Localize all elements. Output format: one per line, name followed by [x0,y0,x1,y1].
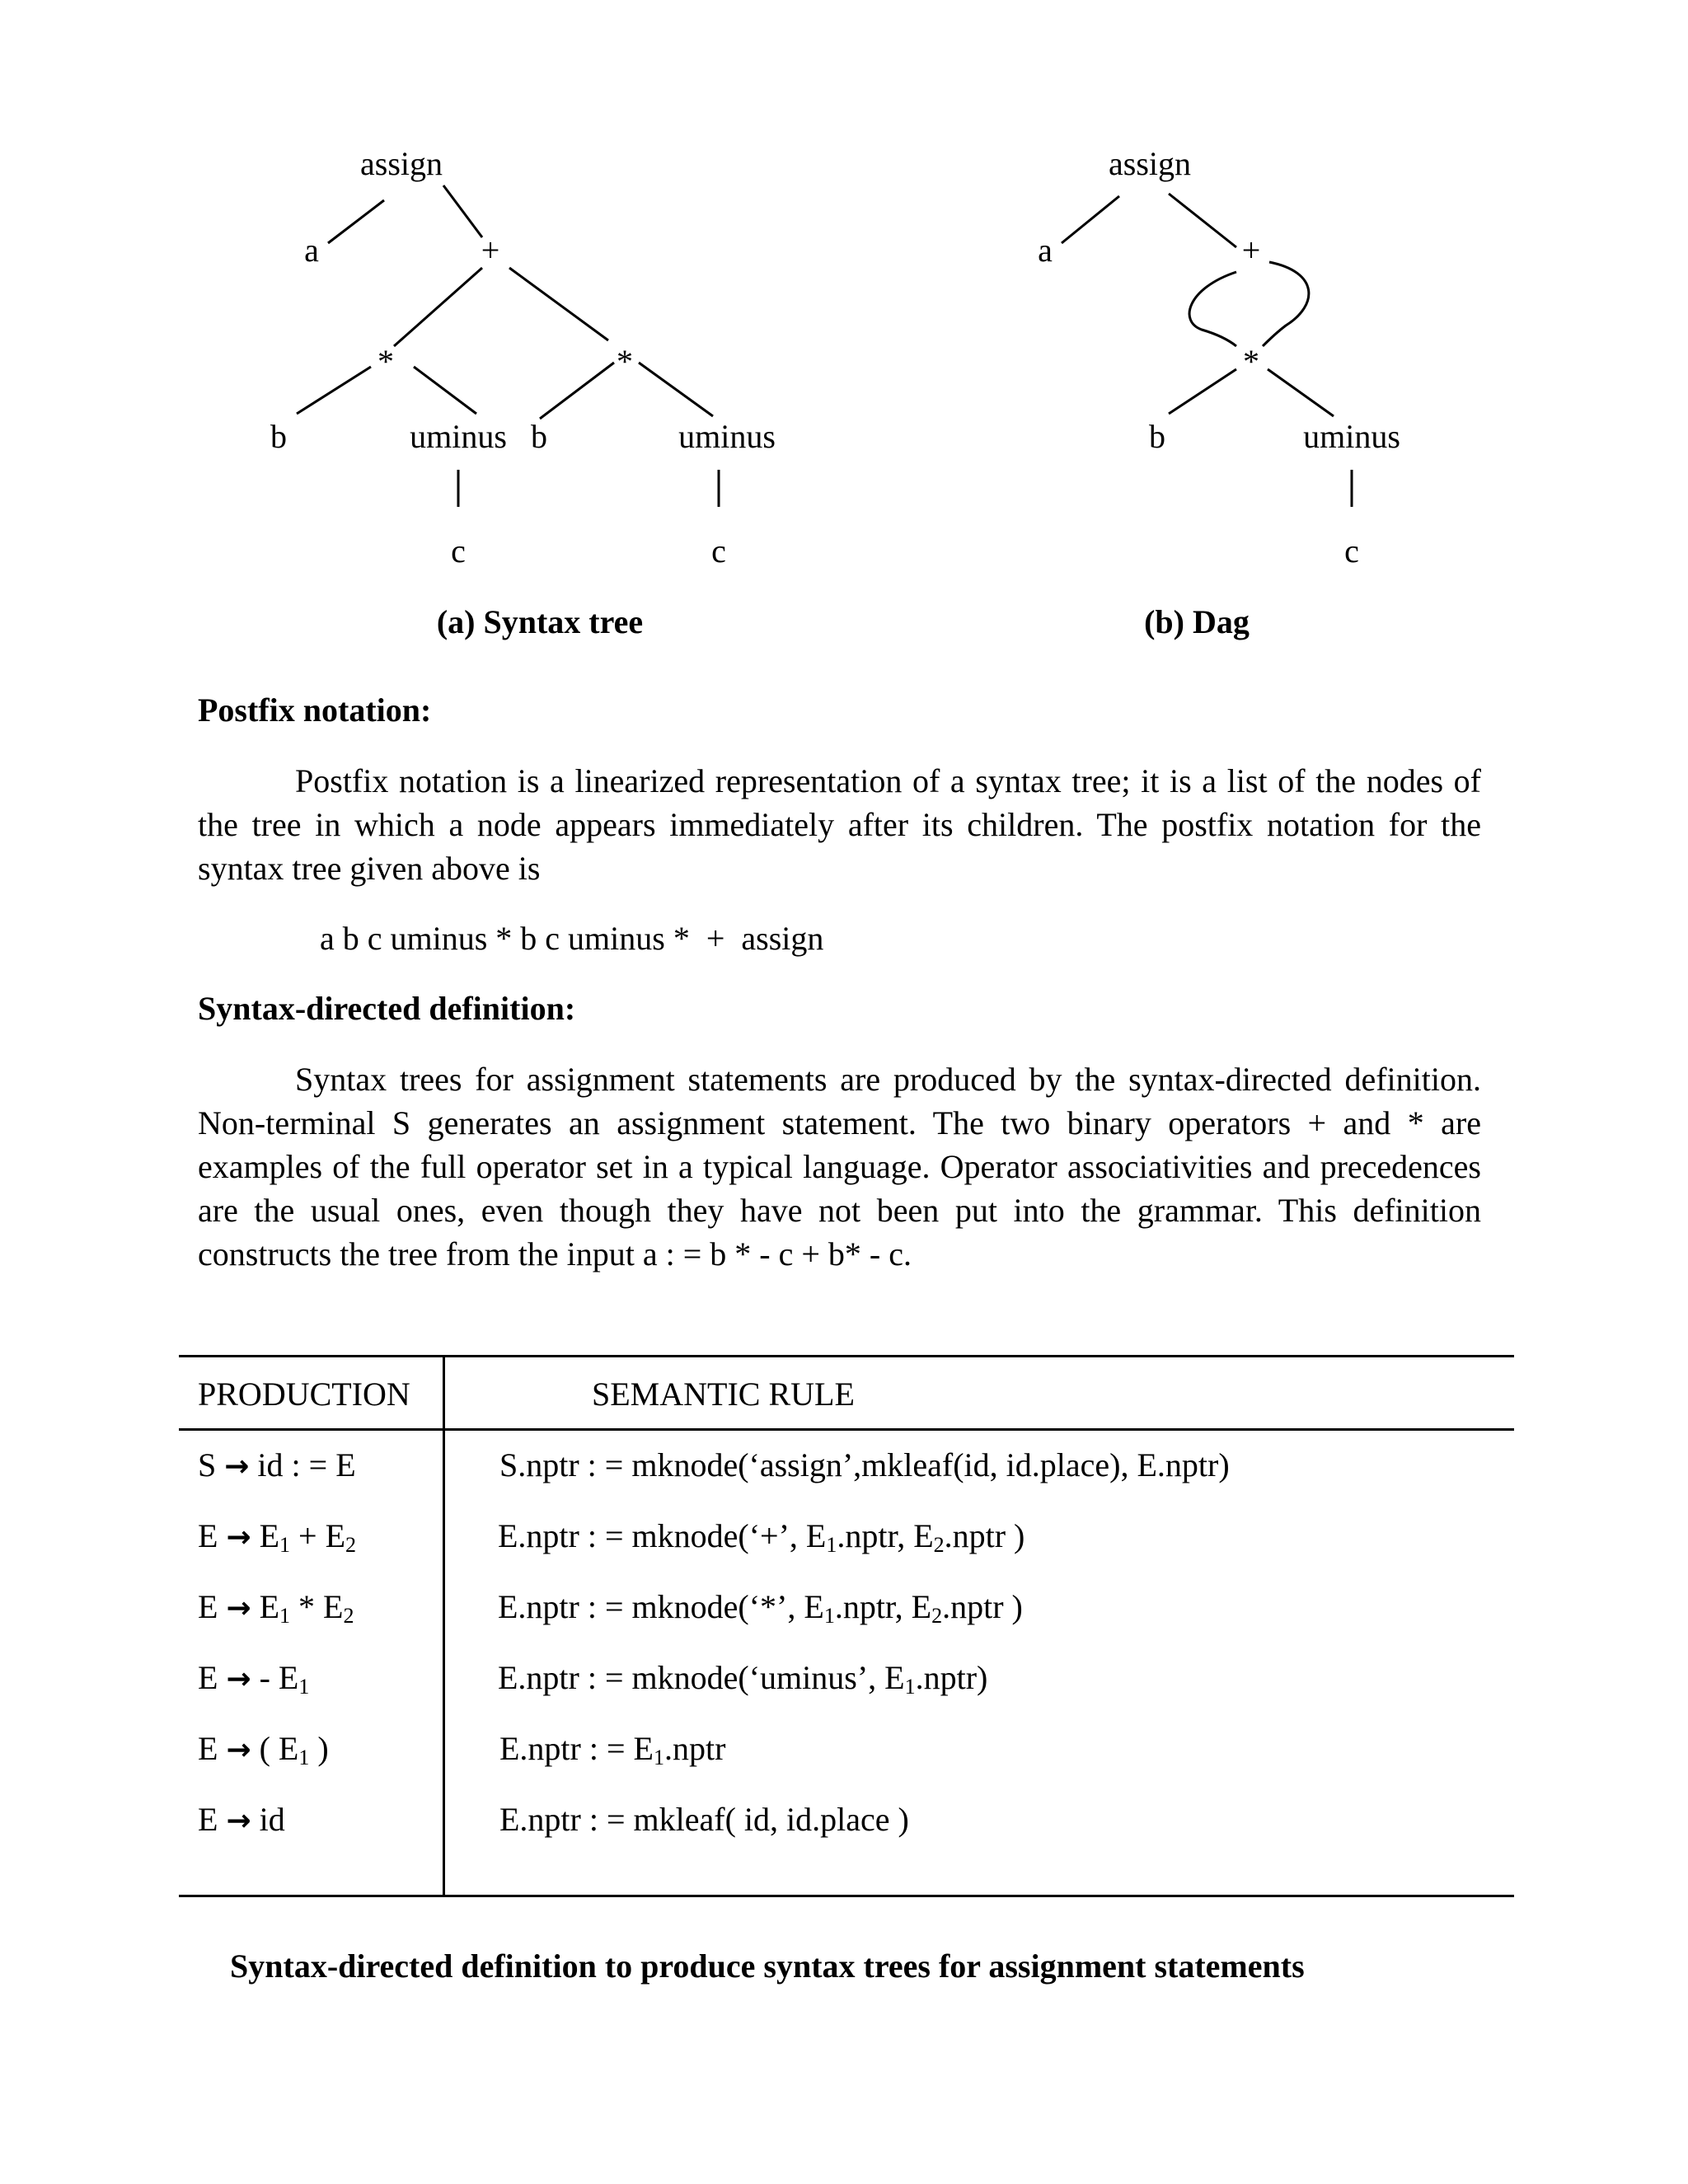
dag-edges [1062,194,1352,507]
caption-dag: (b) Dag [1144,603,1250,640]
rule-row-1: S.nptr : = mknode(‘assign’,mkleaf(id, id.place), E.nptr) [499,1446,1230,1483]
dag-node-uminus: uminus [1303,418,1400,455]
rule-part: .nptr, E [834,1588,932,1625]
node-star-left: * [377,343,394,380]
arrow-icon: → [224,1450,250,1483]
subscript: 2 [343,1604,354,1628]
prod-op: + E [290,1517,346,1554]
node-plus: + [481,232,500,269]
dag-b [1038,145,1400,640]
prod-lhs: E [198,1659,218,1696]
prod-lhs: E [198,1801,218,1838]
production-row-6 [198,1800,285,1839]
rule-part: .nptr ) [942,1588,1023,1625]
node-a: a [304,232,319,269]
node-uminus-right: uminus [678,418,776,455]
caption-syntax-tree: (a) Syntax tree [436,603,644,640]
subscript: 2 [345,1533,357,1557]
subscript: 2 [931,1604,943,1628]
rule-row-3 [498,1587,1023,1629]
subscript: 1 [279,1533,291,1557]
rule-row-6: E.nptr : = mkleaf( id, id.place ) [499,1801,909,1838]
dag-node-b: b [1149,418,1165,455]
subscript: 2 [933,1533,945,1557]
rule-part: E.nptr : = mknode(‘uminus’, E [498,1659,905,1696]
rule-part: .nptr, E [837,1517,934,1554]
table-top-rule [179,1355,1514,1357]
arrow-icon: → [226,1521,251,1554]
arrow-icon: → [226,1662,251,1696]
sdd-paragraph: Syntax trees for assignment statements are produced by the syntax-directed definition. Non-terminal S generates an assignment statement. The two binary operators + and * are examples of the full operator set in a typical language. Operator associativities and precedences are the usual ones, even though they have not been put into the grammar. This definition constructs the tree from the input a : = b * - c + b* - c. [198,1061,1481,1272]
subscript: 1 [298,1746,310,1769]
prod-post: ) [309,1730,329,1767]
rule-row-2 [498,1516,1025,1558]
production-row-3 [198,1587,354,1629]
postfix-paragraph: Postfix notation is a linearized representation of a syntax tree; it is a list of the nodes of the tree in which a node appears immediately after its children. The postfix notation for the syntax tree given above is [198,762,1481,887]
postfix-heading: Postfix notation: [198,691,432,729]
arrow-icon: → [226,1804,251,1838]
prod-rhs: ( E [259,1730,299,1767]
prod-op: * E [290,1588,344,1625]
rule-row-4 [498,1658,987,1699]
arrow-icon: → [226,1733,251,1767]
node-assign: assign [360,145,443,182]
prod-e: E [259,1588,280,1625]
node-b-left: b [270,418,287,455]
tree-a-edges [297,185,719,507]
dag-node-star: * [1243,343,1259,380]
subscript: 1 [279,1604,291,1628]
dag-node-c: c [1344,532,1359,569]
postfix-expression: a b c uminus * b c uminus * + assign [320,920,824,957]
prod-lhs: S [198,1446,217,1483]
prod-lhs: E [198,1588,218,1625]
production-row-1 [198,1446,356,1484]
node-c-left: c [451,532,466,569]
production-row-2 [198,1516,356,1558]
prod-lhs: E [198,1730,218,1767]
rule-part: .nptr ) [944,1517,1025,1554]
prod-lhs: E [198,1517,218,1554]
node-uminus-left: uminus [410,418,507,455]
rule-part: E.nptr : = mknode(‘*’, E [498,1588,824,1625]
rule-part: E.nptr : = E [499,1730,654,1767]
syntax-tree-a [270,145,776,640]
arrow-icon: → [226,1591,251,1625]
subscript: 1 [826,1533,837,1557]
table-caption: Syntax-directed definition to produce syntax trees for assignment statements [230,1947,1305,1985]
sdd-heading: Syntax-directed definition: [198,990,576,1027]
dag-node-assign: assign [1109,145,1191,182]
subscript: 1 [298,1675,310,1699]
prod-rhs: id [259,1801,285,1838]
node-c-right: c [711,532,726,569]
header-production: PRODUCTION [198,1376,410,1413]
subscript: 1 [653,1746,664,1769]
table-header-rule [179,1428,1514,1431]
rule-part: E.nptr : = mknode(‘+’, E [498,1517,827,1554]
dag-node-plus: + [1241,232,1261,269]
rule-row-5 [499,1729,725,1770]
rule-part: .nptr [663,1730,726,1767]
production-row-4 [198,1658,309,1699]
node-star-right: * [617,343,633,380]
header-semantic-rule: SEMANTIC RULE [592,1376,855,1413]
prod-e: E [259,1517,280,1554]
production-row-5 [198,1729,329,1770]
table-column-divider [443,1355,445,1897]
syntax-tree-figures [0,0,1688,659]
dag-node-a: a [1038,232,1053,269]
prod-rhs: - E [259,1659,299,1696]
rule-part: .nptr) [915,1659,988,1696]
node-b-right: b [531,418,547,455]
prod-rhs: id : = E [257,1446,356,1483]
subscript: 1 [904,1675,916,1699]
table-bottom-rule [179,1895,1514,1897]
subscript: 1 [823,1604,835,1628]
